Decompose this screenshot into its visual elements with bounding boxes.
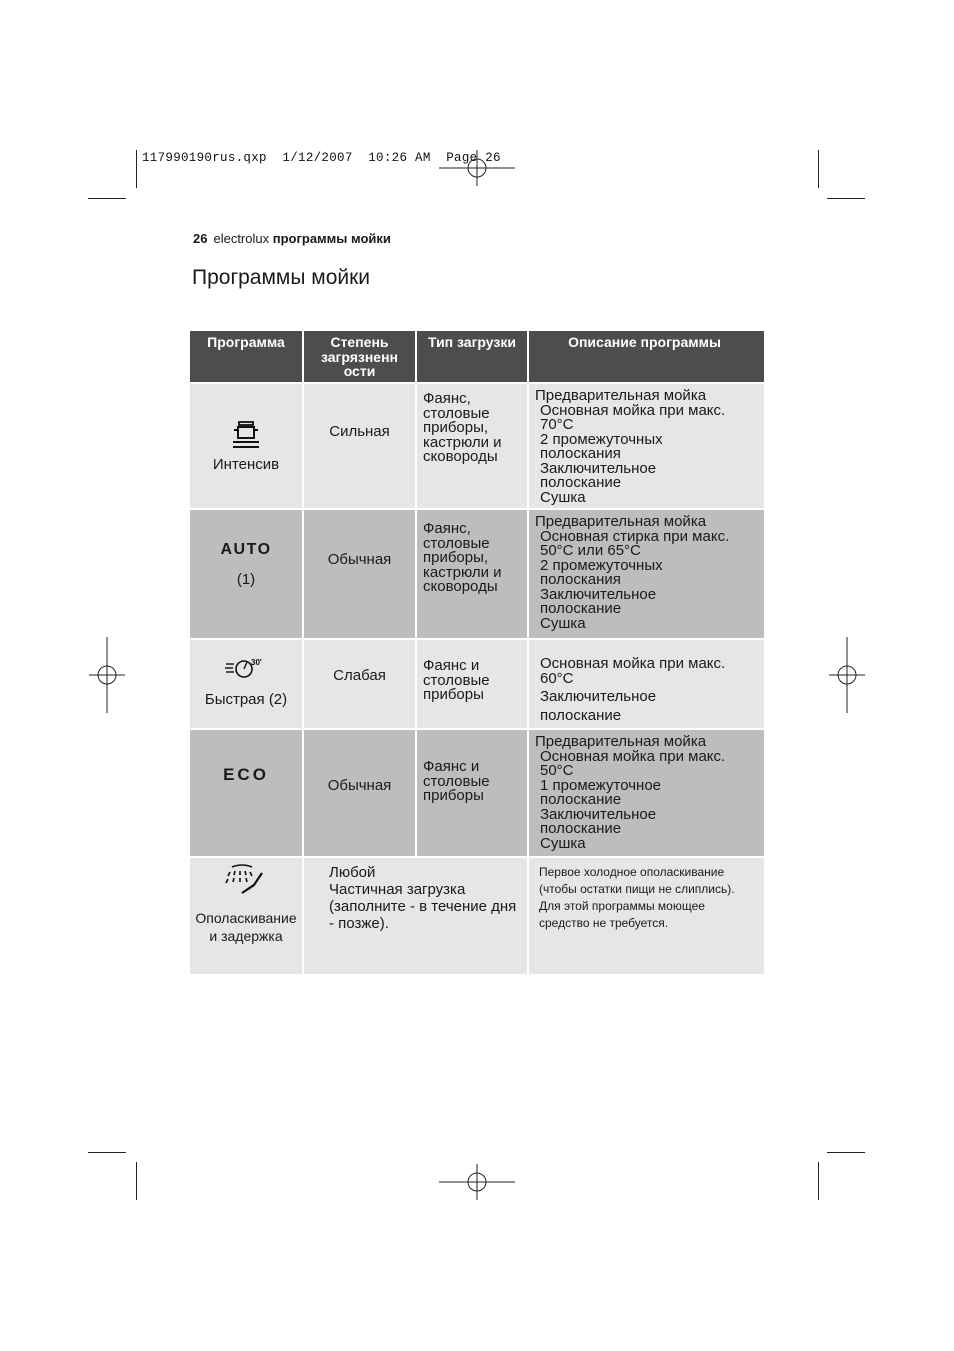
running-header — [193, 231, 391, 246]
load-type: Фаянс и столовые приборы — [423, 657, 490, 703]
intensive-pot-icon — [229, 418, 263, 452]
load-type: Фаянс, столовые приборы, кастрюли и сковороды — [423, 390, 502, 465]
desc-line: Предварительная мойка — [535, 513, 707, 530]
desc-line: Сушка — [540, 614, 586, 632]
program-name: Ополаскивание и задержка — [195, 910, 297, 944]
quick-30-label: 30' — [251, 658, 262, 667]
header-program: Программа — [190, 331, 303, 383]
soil-level: Сильная — [329, 423, 390, 440]
load-type: Фаянс и столовые приборы — [423, 758, 490, 804]
desc-line: Заключительное полоскание — [540, 585, 657, 617]
desc-line: Сушка — [540, 834, 586, 852]
page-title: Программы мойки — [192, 266, 371, 289]
soil-level: Обычная — [327, 551, 392, 568]
desc-line: Заключительное полоскание — [540, 805, 657, 837]
table-row — [190, 639, 764, 729]
programs-table — [190, 331, 764, 976]
crop-mark — [818, 1162, 819, 1200]
desc-line: Заключительное полоскание — [540, 459, 657, 491]
registration-mark-icon — [437, 1162, 517, 1202]
soil-level: Обычная — [327, 777, 392, 794]
crop-mark — [827, 1152, 865, 1153]
crop-mark — [88, 1152, 126, 1153]
soil-level: Слабая — [333, 667, 386, 684]
eco-icon: ECO — [223, 765, 269, 784]
desc-line: Основная мойка при макс. 50°C — [540, 747, 726, 779]
desc-line: Сушка — [540, 488, 586, 506]
program-name: Интенсив — [212, 456, 280, 473]
desc-line: Заключительное — [540, 688, 657, 705]
auto-icon: AUTO — [220, 541, 272, 558]
crop-mark — [88, 198, 126, 199]
page-number: 26 — [193, 231, 208, 246]
desc-line: Основная мойка при макс. 70°C — [540, 401, 726, 433]
section-name: программы мойки — [272, 231, 391, 246]
crop-mark — [827, 198, 865, 199]
registration-mark-icon — [87, 635, 127, 715]
header-soil-level: Степень загрязненн ости — [303, 331, 416, 383]
load-type: Фаянс, столовые приборы, кастрюли и сковороды — [423, 520, 502, 595]
desc-line: Основная мойка при макс. 60°C — [540, 655, 726, 687]
crop-mark — [136, 150, 137, 188]
table-row — [190, 729, 764, 857]
soil-level: Любой — [329, 864, 376, 881]
desc-line: 2 промежуточных полоскания — [540, 556, 663, 588]
table-row — [190, 383, 764, 509]
load-type: Частичная загрузка (заполните - в течение дня - позже). — [329, 881, 517, 932]
program-name: Быстрая (2) — [204, 691, 288, 708]
rinse-hold-spray-icon — [224, 863, 268, 899]
brand-name: electrolux — [213, 231, 270, 246]
desc-line: 2 промежуточных полоскания — [540, 430, 663, 462]
desc-line: полоскание — [540, 706, 622, 724]
desc-line: Предварительная мойка — [535, 387, 707, 404]
table-row — [190, 509, 764, 639]
program-name: (1) — [236, 570, 256, 588]
desc-line: Основная стирка при макс. 50°C или 65°C — [540, 527, 730, 559]
program-description: Первое холодное ополаскивание (чтобы остатки пищи не слиплись). Для этой программы моющее средство не требуется. — [539, 865, 735, 930]
header-load-type: Тип загрузки — [416, 331, 528, 383]
header-description: Описание программы — [528, 331, 764, 383]
registration-mark-icon — [827, 635, 867, 715]
table-row — [190, 857, 764, 975]
quick-30-icon — [224, 656, 268, 680]
crop-mark — [136, 1162, 137, 1200]
print-slug: 117990190rus.qxp 1/12/2007 10:26 AM Page 26 — [142, 151, 501, 165]
crop-mark — [818, 150, 819, 188]
desc-line: Предварительная мойка — [535, 733, 707, 750]
desc-line: 1 промежуточное полоскание — [540, 776, 662, 808]
